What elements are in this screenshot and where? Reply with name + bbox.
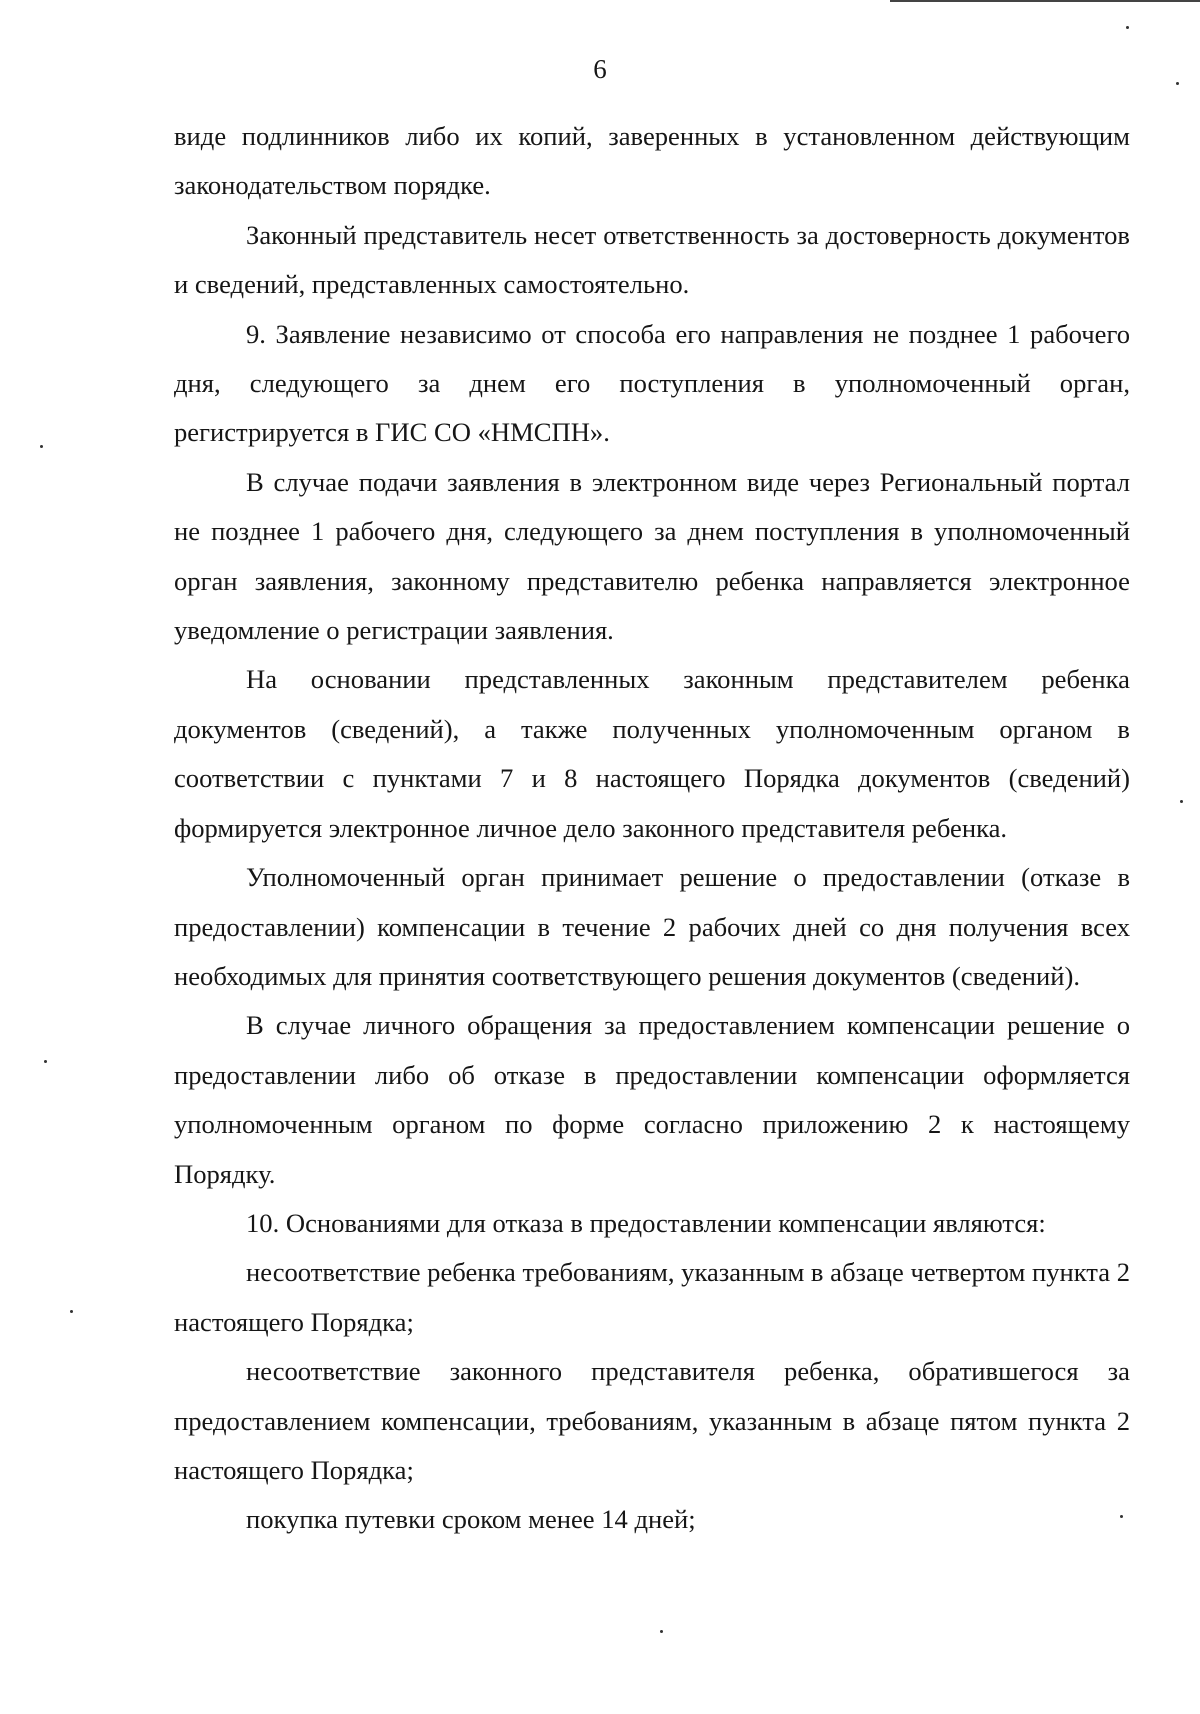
scan-edge-line (890, 0, 1200, 2)
paragraph-2: Законный представитель несет ответственность за достоверность документов и сведений, представленных самостоятельно. (174, 219, 1130, 300)
paragraph-11: покупка путевки сроком менее 14 дней; (246, 1504, 696, 1535)
paragraph-8: 10. Основаниями для отказа в предоставлении компенсации являются: (246, 1207, 1046, 1238)
scan-speck (70, 1310, 73, 1313)
paragraph-10: несоответствие законного представителя ребенка, обратившегося за предоставлением компенсации, требованиям, указанным в абзаце пятом пункта 2 настоящего Порядка; (174, 1356, 1130, 1485)
scan-speck (1126, 26, 1129, 29)
page-number: 6 (593, 54, 607, 84)
scan-speck (44, 1060, 47, 1063)
document-body (174, 112, 1130, 1545)
paragraph-5: На основании представленных законным представителем ребенка документов (сведений), а также полученных уполномоченным органом в соответствии с пунктами 7 и 8 настоящего Порядка документов (сведений) формируется электронное личное дело законного представителя ребенка. (174, 664, 1130, 843)
scan-speck (1176, 82, 1179, 85)
paragraph-9: несоответствие ребенка требованиям, указанным в абзаце четвертом пункта 2 настоящего Порядка; (174, 1257, 1130, 1337)
paragraph-7: В случае личного обращения за предоставлением компенсации решение о предоставлении либо об отказе в предоставлении компенсации оформляется уполномоченным органом по форме согласно приложению 2 к настоящему Порядку. (174, 1010, 1130, 1189)
scan-speck (1120, 1515, 1123, 1518)
paragraph-3: 9. Заявление независимо от способа его направления не позднее 1 рабочего дня, следующего за днем его поступления в уполномоченный орган, регистрируется в ГИС СО «НМСПН». (174, 318, 1130, 448)
paragraph-1: виде подлинников либо их копий, заверенных в установленном действующим законодательством порядке. (174, 121, 1130, 201)
paragraph-6: Уполномоченный орган принимает решение о предоставлении (отказе в предоставлении) компенсации в течение 2 рабочих дней со дня получения всех необходимых для принятия соответствующего решения документов (сведений). (174, 862, 1130, 991)
scan-speck (40, 445, 43, 448)
scan-speck (1180, 800, 1183, 803)
paragraph-4: В случае подачи заявления в электронном виде через Региональный портал не позднее 1 рабочего дня, следующего за днем поступления в уполномоченный орган заявления, законному представителю ребенка направляется электронное уведомление о регистрации заявления. (174, 466, 1130, 646)
scan-speck (660, 1630, 663, 1633)
